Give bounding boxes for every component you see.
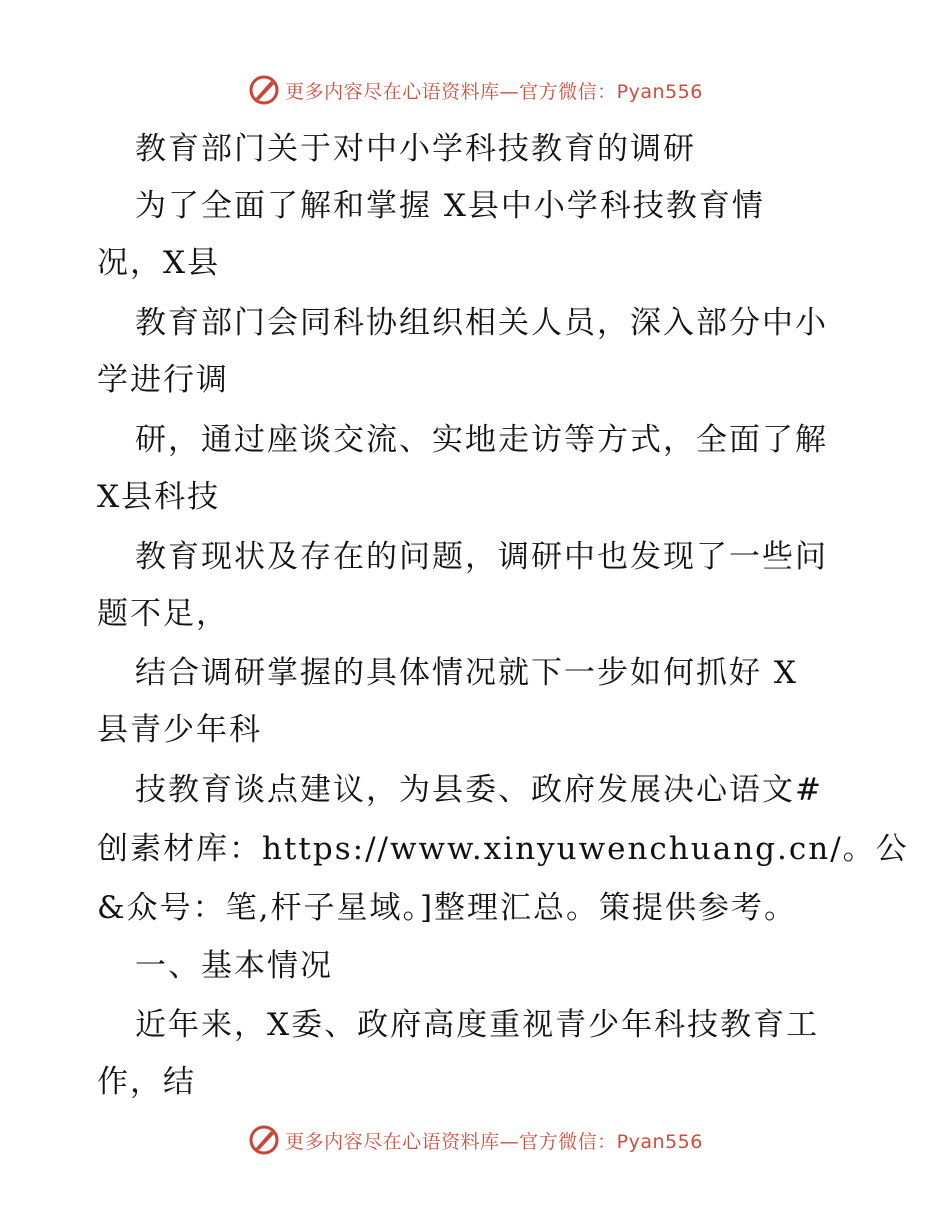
text-line: X县科技: [97, 479, 221, 515]
watermark-text: 更多内容尽在心语资料库—官方微信：Pyan556: [285, 80, 703, 103]
text-line: 题不足，: [97, 596, 229, 632]
text-line: 教育部门会同科协组织相关人员，深入部分中小: [135, 305, 828, 341]
quill-circle-logo-icon: [247, 73, 281, 107]
text-line: 学进行调: [97, 362, 229, 398]
text-line: 结合调研掌握的具体情况就下一步如何抓好 X: [135, 655, 798, 691]
text-line: 县青少年科: [97, 712, 262, 748]
section-heading: 一、基本情况: [135, 948, 333, 984]
text-line: 创素材库：https://www.xinyuwenchuang.cn/。公: [97, 831, 909, 867]
header-watermark: [0, 68, 950, 112]
text-line: 研，通过座谈交流、实地走访等方式，全面了解: [135, 422, 828, 458]
text-line: 况，X县: [97, 245, 221, 281]
footer-watermark: [0, 1118, 950, 1162]
document-title: 教育部门关于对中小学科技教育的调研: [135, 131, 696, 167]
text-line: &众号：笔,杆子星域。]整理汇总。策提供参考。: [97, 890, 798, 926]
watermark-text: 更多内容尽在心语资料库—官方微信：Pyan556: [285, 1130, 703, 1153]
quill-circle-logo-icon: [247, 1123, 281, 1157]
text-line: 教育现状及存在的问题，调研中也发现了一些问: [135, 539, 828, 575]
text-line: 作，结: [97, 1064, 196, 1100]
text-line: 近年来，X委、政府高度重视青少年科技教育工: [135, 1007, 820, 1043]
text-line: 技教育谈点建议，为县委、政府发展决心语文#: [135, 772, 823, 808]
text-line: 为了全面了解和掌握 X县中小学科技教育情: [135, 188, 765, 224]
